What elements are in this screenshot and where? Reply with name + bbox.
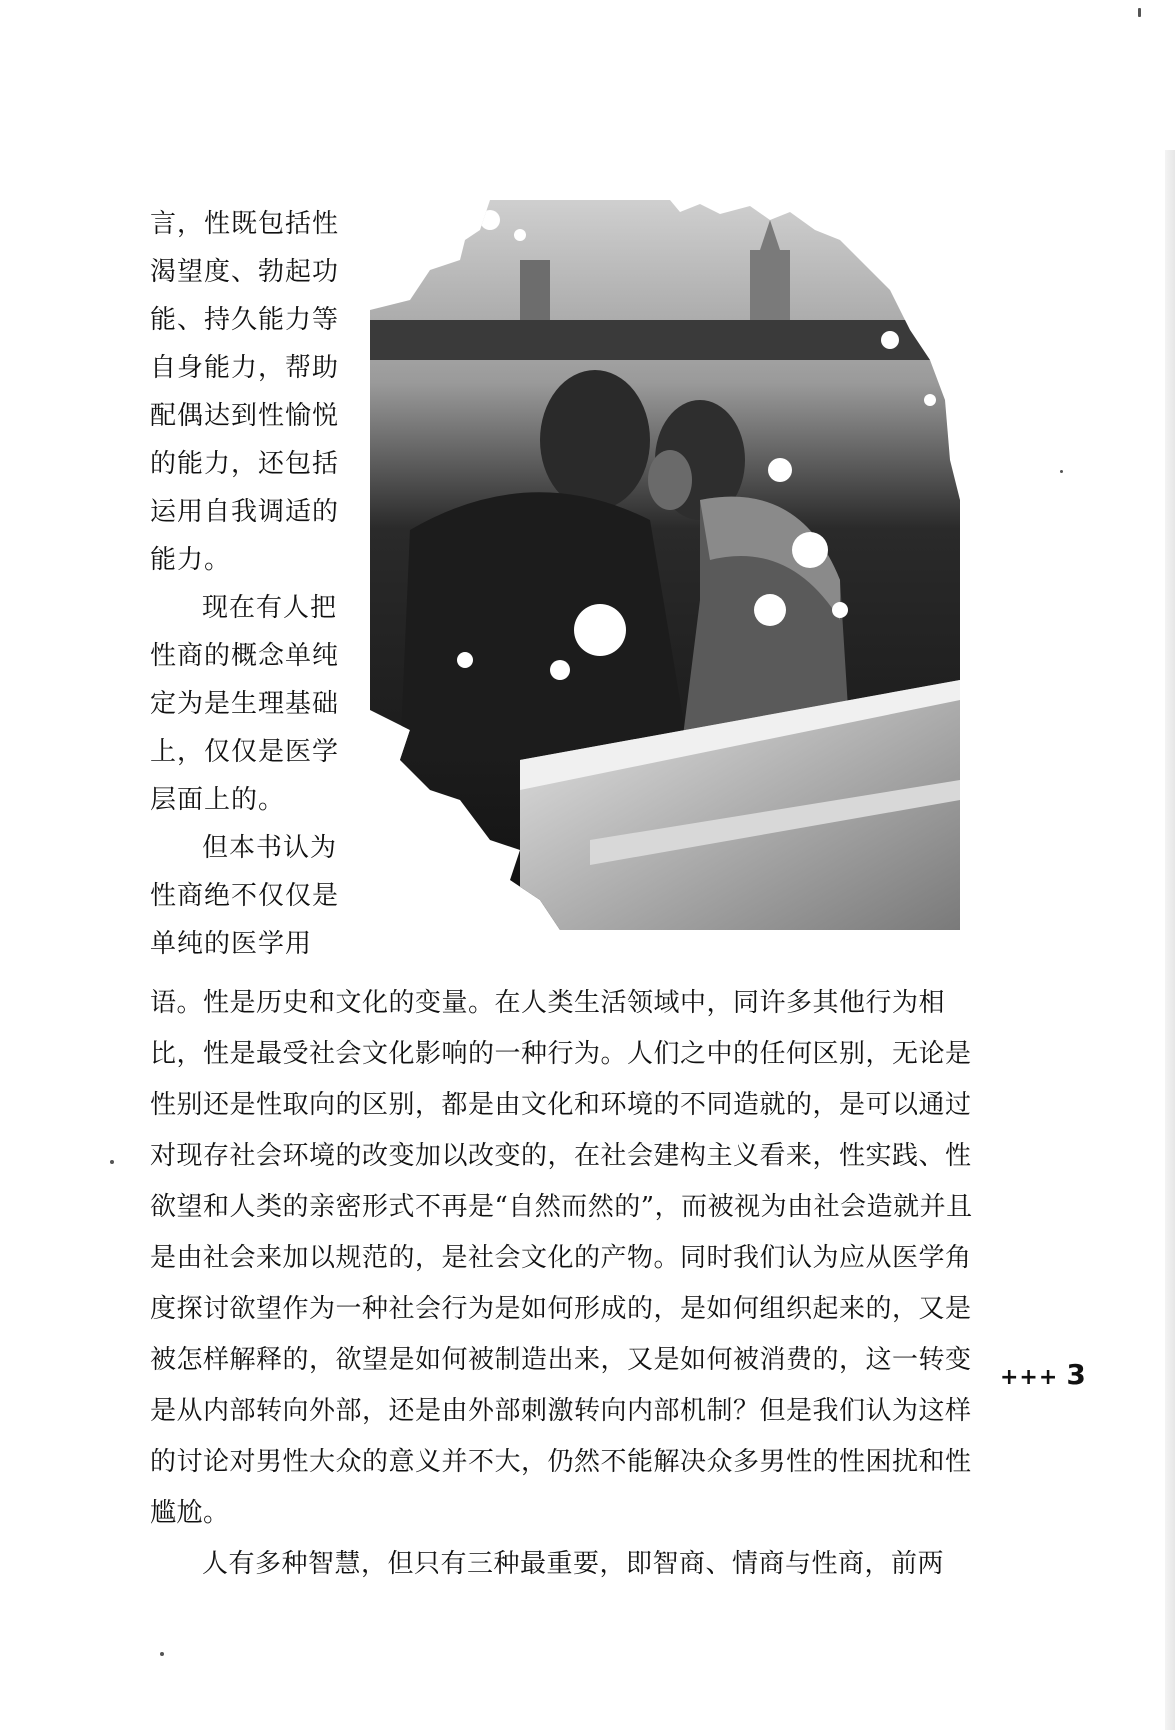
page-number-marker: +++ (1000, 1365, 1059, 1390)
paragraph: 言，性既包括性渴望度、勃起功能、持久能力等自身能力，帮助配偶达到性愉悦的能力，还包括运用自我调适的能力。 (150, 209, 340, 575)
couple-photo (370, 200, 960, 930)
couple-photo-image (370, 200, 960, 930)
scan-speck (1138, 8, 1141, 17)
scan-speck (110, 1160, 114, 1164)
page-edge-shadow (1165, 150, 1175, 1730)
paragraph: 但本书认为性商绝不仅仅是单纯的医学用 (150, 833, 340, 959)
scan-speck (1060, 470, 1063, 473)
paragraph: 人有多种智慧，但只有三种最重要，即智商、情商与性商，前两 (202, 1549, 945, 1579)
page-top-margin (0, 0, 1175, 150)
page-number-value: 3 (1066, 1358, 1086, 1391)
narrow-text-column (150, 200, 350, 968)
paragraph: 语。性是历史和文化的变量。在人类生活领域中，同许多其他行为相比，性是最受社会文化影响的一种行为。人们之中的任何区别，无论是性别还是性取向的区别，都是由文化和环境的不同造就的，是可以通过对现存社会环境的改变加以改变的，在社会建构主义看来，性实践、性欲望和人类的亲密形式不再是“自然而然的”，而被视为由社会造就并且是由社会来加以规范的，是社会文化的产物。同时我们认为应从医学角度探讨欲望作为一种社会行为是如何形成的，是如何组织起来的，又是被怎样解释的，欲望是如何被制造出来，又是如何被消费的，这一转变是从内部转向外部，还是由外部刺激转向内部机制？但是我们认为这样的讨论对男性大众的意义并不大，仍然不能解决众多男性的性困扰和性尴尬。 (150, 988, 973, 1528)
scan-speck (160, 1652, 164, 1656)
full-width-text (150, 978, 980, 1590)
paragraph: 现在有人把性商的概念单纯定为是生理基础上，仅仅是医学层面上的。 (150, 593, 340, 815)
page-number (1000, 1358, 1086, 1391)
